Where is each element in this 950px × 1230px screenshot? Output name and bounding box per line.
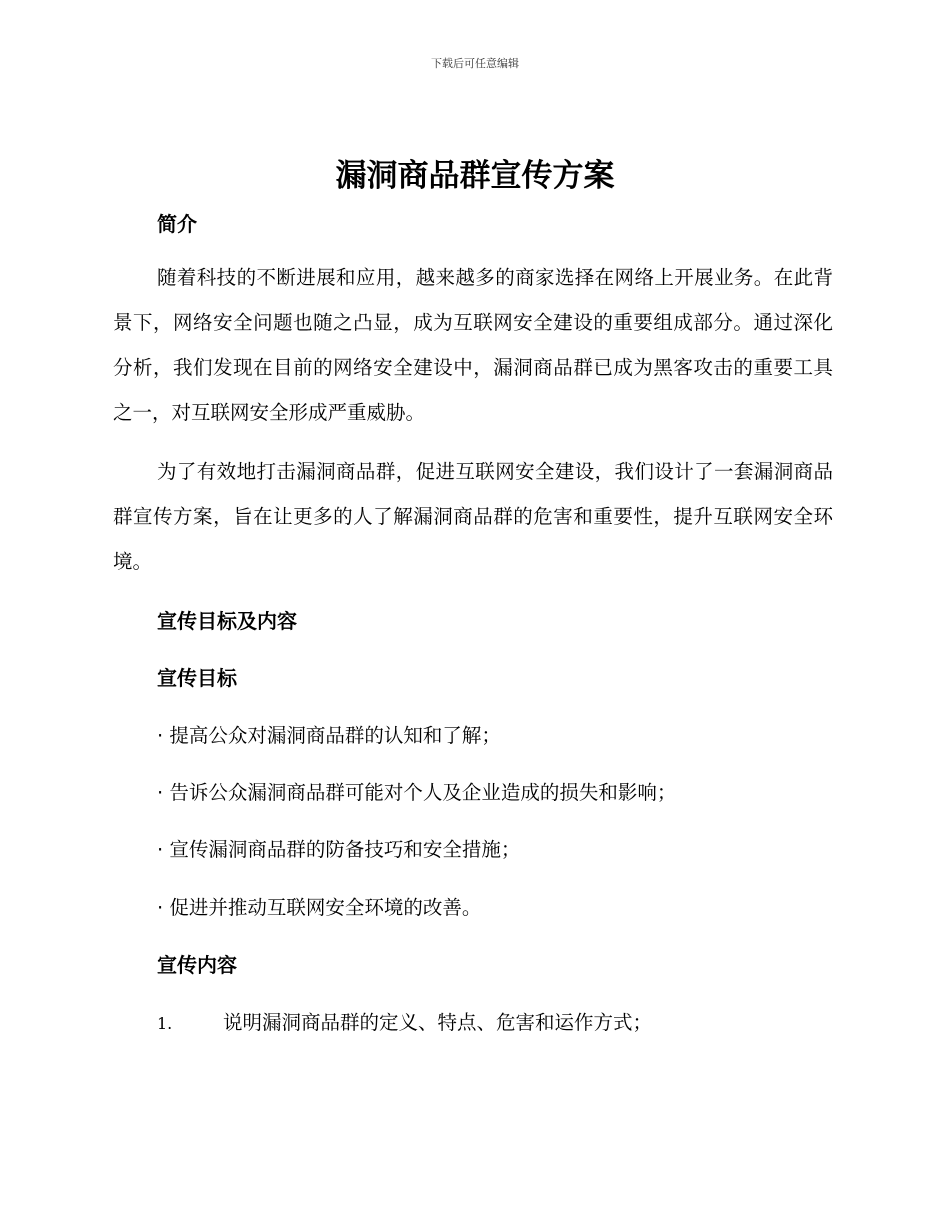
content-heading: 宣传内容 [157,953,237,977]
intro-paragraph-1: 随着科技的不断进展和应用，越来越多的商家选择在网络上开展业务。在此背景下，网络安全问题也随之凸显，成为互联网安全建设的重要组成部分。通过深化分析，我们发现在目前的网络安全建设中，漏洞商品群已成为黑客攻击的重要工具之一，对互联网安全形成严重威胁。 [113,266,833,424]
goals-heading: 宣传目标 [157,666,237,690]
goal-item: · 促进并推动互联网安全环境的改善。 [157,896,482,919]
content-item [157,1007,652,1035]
intro-heading: 简介 [157,212,197,236]
intro-paragraph-2: 为了有效地打击漏洞商品群，促进互联网安全建设，我们设计了一套漏洞商品群宣传方案，旨在让更多的人了解漏洞商品群的危害和重要性，提升互联网安全环境。 [113,460,833,573]
goal-item: · 提高公众对漏洞商品群的认知和了解； [157,724,501,747]
goals-content-heading: 宣传目标及内容 [157,609,297,633]
goal-item: · 告诉公众漏洞商品群可能对个人及企业造成的损失和影响； [157,781,677,804]
list-number-marker: 1. [157,1014,173,1033]
header-note: 下载后可任意编辑 [431,57,519,70]
document-title: 漏洞商品群宣传方案 [335,158,615,194]
goal-item: · 宣传漏洞商品群的防备技巧和安全措施； [157,838,521,861]
content-item-text: 说明漏洞商品群的定义、特点、危害和运作方式； [223,1011,653,1034]
